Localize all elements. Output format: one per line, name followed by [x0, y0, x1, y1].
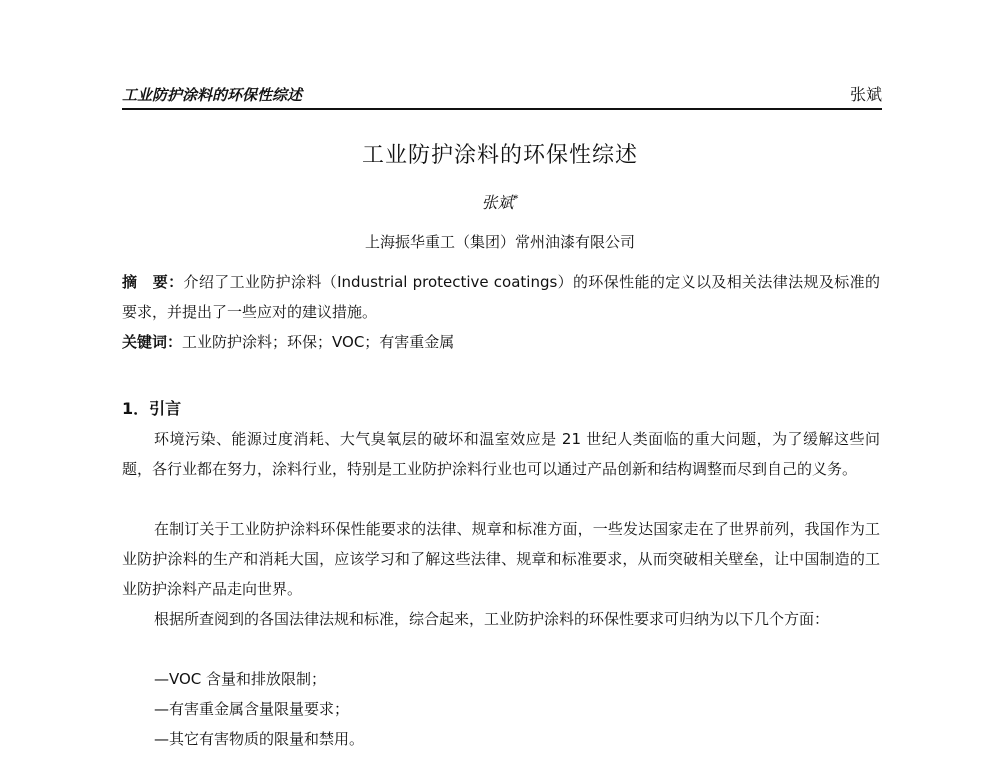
author-name: 张斌: [481, 193, 514, 212]
body-paragraph: 在制订关于工业防护涂料环保性能要求的法律、规章和标准方面，一些发达国家走在了世界前列，我国作为工业防护涂料的生产和消耗大国，应该学习和了解这些法律、规章和标准要求，从而突破相关壁垒，让中国制造的工业防护涂料产品走向世界。: [122, 520, 880, 598]
author-line: [0, 190, 1000, 213]
abstract-text: 介绍了工业防护涂料（Industrial protective coatings）的环保性能的定义以及相关法律法规及标准的要求，并提出了一些应对的建议措施。: [122, 273, 880, 321]
affiliation: 上海振华重工（集团）常州油漆有限公司: [364, 233, 635, 251]
list-item: —VOC 含量和排放限制；: [154, 670, 327, 688]
body-paragraph: 根据所查阅到的各国法律法规和标准，综合起来，工业防护涂料的环保性要求可归纳为以下几个方面：: [154, 610, 830, 628]
abstract-label: 摘 要：: [122, 273, 184, 291]
abstract: [122, 267, 880, 327]
author-footnote-mark: *: [513, 193, 519, 205]
list-item: —其它有害物质的限量和禁用。: [154, 730, 365, 748]
keywords-text: 工业防护涂料；环保；VOC；有害重金属: [182, 333, 455, 351]
running-header: [122, 82, 882, 110]
keywords-label: 关键词：: [122, 333, 183, 351]
section-heading: 1．引言: [122, 399, 182, 418]
running-author: 张斌: [849, 85, 882, 104]
keywords: [122, 327, 880, 357]
paper-title: 工业防护涂料的环保性综述: [361, 143, 638, 168]
list-item: —有害重金属含量限量要求；: [154, 700, 350, 718]
running-title: 工业防护涂料的环保性综述: [122, 86, 303, 104]
body-paragraph: 环境污染、能源过度消耗、大气臭氧层的破坏和温室效应是 21 世纪人类面临的重大问题，为了缓解这些问题，各行业都在努力，涂料行业，特别是工业防护涂料行业也可以通过产品创新和结构调整而尽到自己的义务。: [122, 430, 880, 478]
